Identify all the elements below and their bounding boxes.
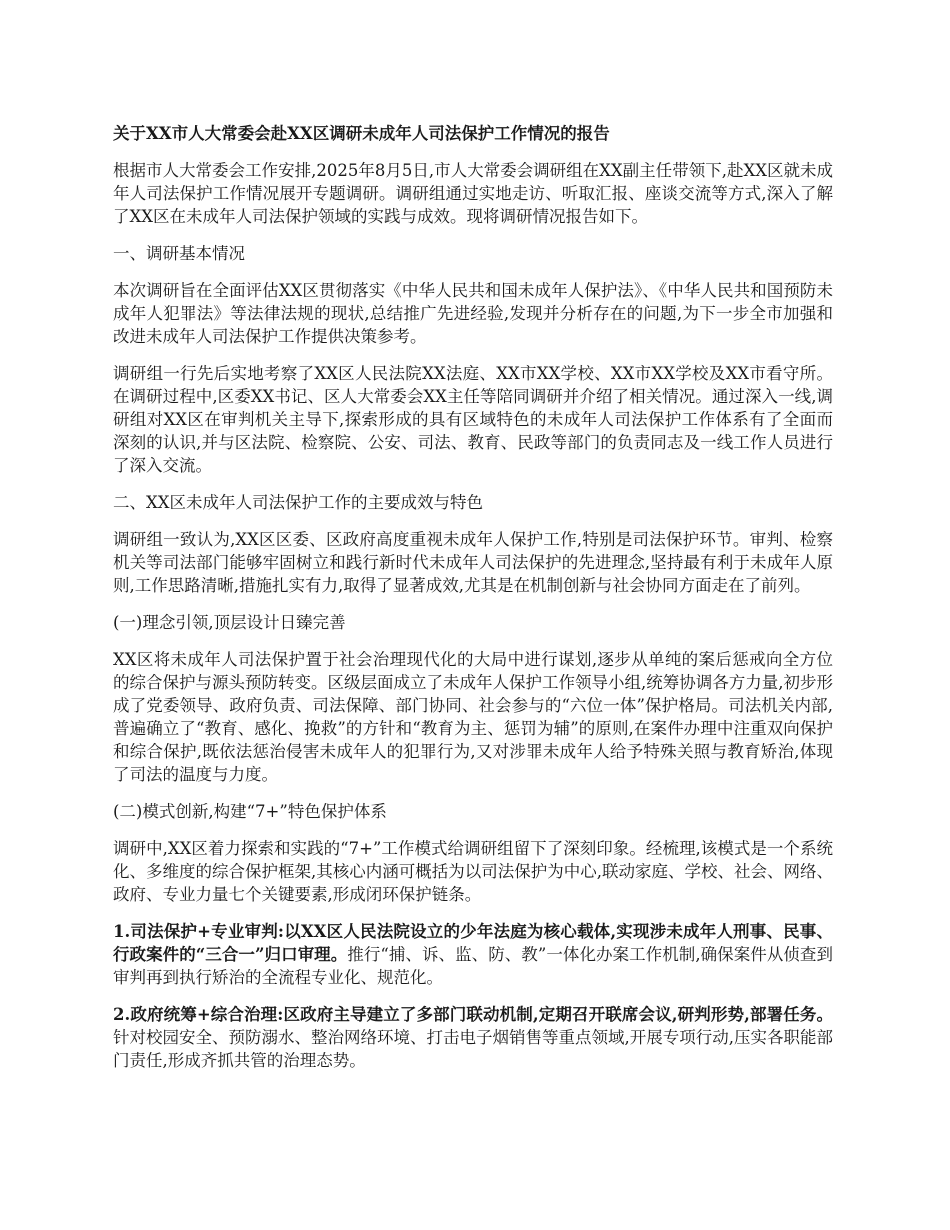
section-1-heading: 一、调研基本情况 <box>113 244 245 263</box>
subsection-1-heading: (一)理念引领,顶层设计日臻完善 <box>113 613 346 632</box>
subsection-1-paragraph: XX区将未成年人司法保护置于社会治理现代化的大局中进行谋划,逐步从单纯的案后惩戒向全方位的综合保护与源头预防转变。区级层面成立了未成年人保护工作领导小组,统筹协调各方力量,初步形成了党委领导、政府负责、司法保障、部门协同、社会参与的“六位一体”保护格局。司法机关内部,普遍确立了“教育、感化、挽救”的方针和“教育为主、惩罚为辅”的原则,在案件办理中注重双向保护和综合保护,既依法惩治侵害未成年人的犯罪行为,又对涉罪未成年人给予特殊关照与教育矫治,体现了司法的温度与力度。 <box>113 650 833 784</box>
section-2-paragraph-1: 调研组一致认为,XX区区委、区政府高度重视未成年人保护工作,特别是司法保护环节。审判、检察机关等司法部门能够牢固树立和践行新时代未成年人司法保护的先进理念,坚持最有利于未成年人原则,工作思路清晰,措施扎实有力,取得了显著成效,尤其是在机制创新与社会协同方面走在了前列。 <box>113 530 833 595</box>
intro-paragraph: 根据市人大常委会工作安排,2025年8月5日,市人大常委会调研组在XX副主任带领下,赴XX区就未成年人司法保护工作情况展开专题调研。调研组通过实地走访、听取汇报、座谈交流等方式,深入了解了XX区在未成年人司法保护领域的实践与成效。现将调研情况报告如下。 <box>113 161 833 226</box>
section-1-paragraph-2: 调研组一行先后实地考察了XX区人民法院XX法庭、XX市XX学校、XX市XX学校及XX市看守所。在调研过程中,区委XX书记、区人大常委会XX主任等陪同调研并介绍了相关情况。通过深入一线,调研组对XX区在审判机关主导下,探索形成的具有区域特色的未成年人司法保护工作体系有了全面而深刻的认识,并与区法院、检察院、公安、司法、教育、民政等部门的负责同志及一线工作人员进行了深入交流。 <box>113 364 833 475</box>
list-item-2-body: 针对校园安全、预防溺水、整治网络环境、打击电子烟销售等重点领域,开展专项行动,压实各职能部门责任,形成齐抓共管的治理态势。 <box>113 1028 833 1070</box>
report-title: 关于XX市人大常委会赴XX区调研未成年人司法保护工作情况的报告 <box>113 124 610 143</box>
section-1-paragraph-1: 本次调研旨在全面评估XX区贯彻落实《中华人民共和国未成年人保护法》、《中华人民共和国预防未成年人犯罪法》等法律法规的现状,总结推广先进经验,发现并分析存在的问题,为下一步全市加强和改进未成年人司法保护工作提供决策参考。 <box>113 281 833 346</box>
report-page <box>113 122 833 1086</box>
list-item-1 <box>113 920 833 989</box>
list-item-2-lead: 2.政府统筹+综合治理:区政府主导建立了多部门联动机制,定期召开联席会议,研判形势,部署任务。 <box>113 1005 833 1024</box>
section-2-heading: 二、XX区未成年人司法保护工作的主要成效与特色 <box>113 493 483 512</box>
list-item-2 <box>113 1003 833 1072</box>
subsection-2-paragraph: 调研中,XX区着力探索和实践的“7+”工作模式给调研组留下了深刻印象。经梳理,该模式是一个系统化、多维度的综合保护框架,其核心内涵可概括为以司法保护为中心,联动家庭、学校、社会、网络、政府、专业力量七个关键要素,形成闭环保护链条。 <box>113 839 833 904</box>
list-item-1-body: 推行“捕、诉、监、防、教”一体化办案工作机制,确保案件从侦查到审判再到执行矫治的全流程专业化、规范化。 <box>113 945 833 987</box>
list-item-1-lead: 1.司法保护+专业审判:以XX区人民法院设立的少年法庭为核心载体,实现涉未成年人刑事、民事、行政案件的“三合一”归口审理。 <box>113 922 833 964</box>
subsection-2-heading: (二)模式创新,构建“7+”特色保护体系 <box>113 802 387 821</box>
